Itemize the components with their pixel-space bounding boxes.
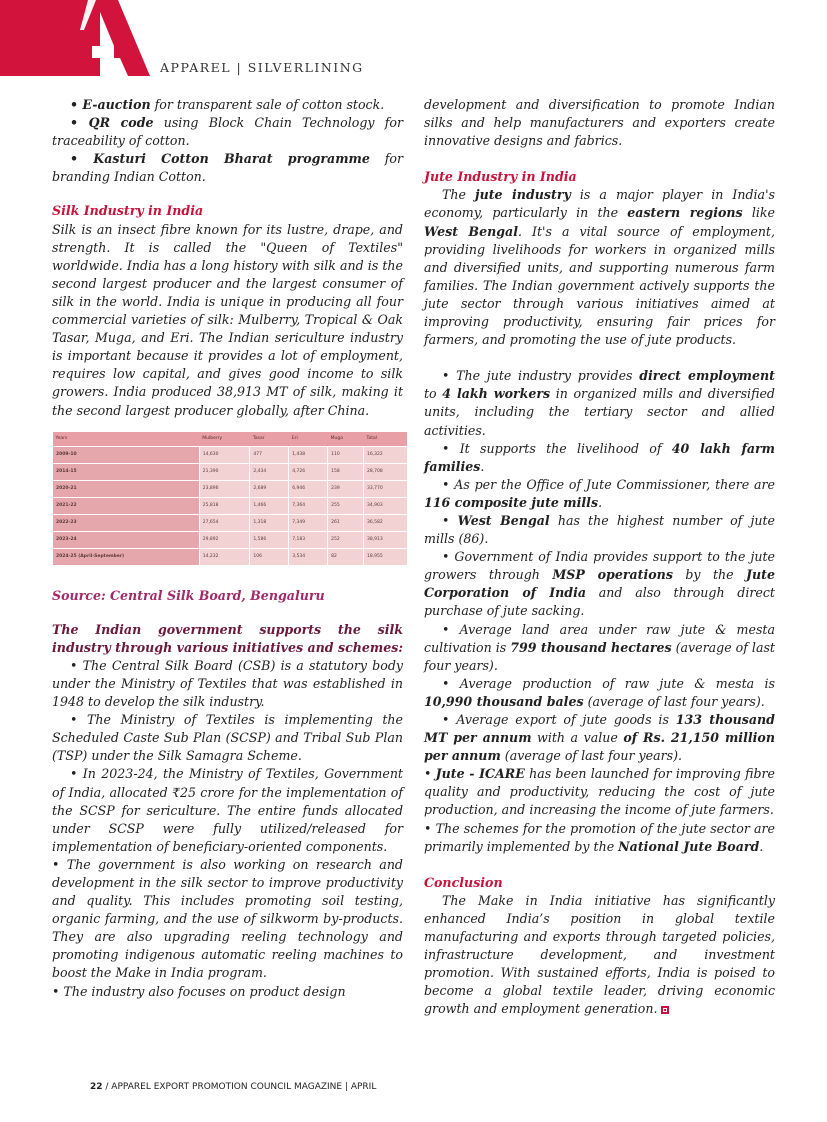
table-header-cell: Muga [328,432,364,447]
jute-bullet-employment: • The jute industry provides direct employment to 4 lakh workers in organized mills and diversified units, including the tertiary sector and allied activities. [424,368,775,438]
magazine-logo [0,0,150,76]
table-row [53,446,408,463]
table-cell: 6,946 [289,480,328,497]
table-cell: 7,364 [289,497,328,514]
table-cell: 239 [328,480,364,497]
table-cell: 23,896 [199,480,250,497]
section-header: APPAREL | SILVERLINING [160,60,364,75]
table-header-cell: Total [363,432,407,447]
table-cell: 18,955 [363,548,407,565]
cotton-bullet-eauction: • E-auction for transparent sale of cotton stock. [70,97,385,112]
table-header-cell: Mulberry [199,432,250,447]
table-cell: 38,913 [363,531,407,548]
table-cell: 21,390 [199,463,250,480]
table-cell: 25,818 [199,497,250,514]
table-cell: 7,183 [289,531,328,548]
cotton-bullet-kasturi: • Kasturi Cotton Bharat programme for branding Indian Cotton. [52,151,403,185]
table-cell: 106 [250,548,289,565]
table-cell: 252 [328,531,364,548]
table-cell: 4,726 [289,463,328,480]
right-column [424,96,775,1019]
table-row [53,480,408,497]
table-cell: 1,438 [289,446,328,463]
table-cell: 2014-15 [53,463,200,480]
table-cell: 477 [250,446,289,463]
table-cell: 2,689 [250,480,289,497]
jute-paragraph: The jute industry is a major player in India's economy, particularly in the eastern regions like West Bengal. It's a vital source of employment, providing livelihoods for workers in organized mills and diversified units, and supporting numerous farm families. The Indian government actively supports the jute sector through various initiatives aimed at improving productivity, ensuring fair prices for farmers, and promoting the use of jute products. [424,187,775,348]
table-cell: 2024-25 (April-September) [53,548,200,565]
table-header-cell: Years [53,432,200,447]
table-cell: 36,582 [363,514,407,531]
jute-bullet-msp: • Government of India provides support to the jute growers through MSP operations by the Jute Corporation of India and also through direct purchase of jute sacking. [424,549,775,619]
table-body [53,446,408,565]
table-cell: 7,349 [289,514,328,531]
table-cell: 29,892 [199,531,250,548]
table-cell: 33,770 [363,480,407,497]
table-cell: 158 [328,463,364,480]
table-cell: 255 [328,497,364,514]
page-footer: 22 / APPAREL EXPORT PROMOTION COUNCIL MAGAZINE | APRIL [90,1082,377,1092]
gov-bullet-csb: • The Central Silk Board (CSB) is a statutory body under the Ministry of Textiles that was established in 1948 to develop the silk industry. [52,657,403,710]
gov-bullet-allocation: • In 2023-24, the Ministry of Textiles, Government of India, allocated ₹25 crore for the implementation of the SCSP for sericulture. The entire funds allocated under SCSP were fully utilized/released for implementation of beneficiary-oriented components. [52,766,403,854]
table-header-cell: Eri [289,432,328,447]
table-cell: 110 [328,446,364,463]
table-row [53,548,408,565]
table-cell: 1,466 [250,497,289,514]
table-row [53,463,408,480]
table-cell: 2,434 [250,463,289,480]
table-header-cell: Tasar [250,432,289,447]
table-cell: 16,322 [363,446,407,463]
table-cell: 28,708 [363,463,407,480]
jute-bullet-westbengal: • West Bengal has the highest number of jute mills (86). [424,512,775,547]
table-cell: 1,586 [250,531,289,548]
table-cell: 2023-24 [53,531,200,548]
gov-bullet-scsp: • The Ministry of Textiles is implementing the Scheduled Caste Sub Plan (SCSP) and Tribal Sub Plan (TSP) under the Silk Samagra Scheme. [52,712,403,764]
table-cell: 2020-21 [53,480,200,497]
end-mark-icon [661,1006,669,1014]
table-cell: 14,630 [199,446,250,463]
jute-heading: Jute Industry in India [424,169,577,185]
gov-bullet-research: • The government is also working on research and development in the silk sector to improve productivity and quality. This includes promoting soil testing, organic farming, and the use of silkworm by-products. They are also upgrading reeling technology and promoting indigenous automatic reeling machines to boost the Make in India program. [52,856,403,981]
table-cell: 261 [328,514,364,531]
cotton-bullet-qrcode: • QR code using Block Chain Technology for traceability of cotton. [52,115,403,149]
table-header-row [53,432,408,447]
conclusion-heading: Conclusion [424,874,503,890]
jute-bullet-families: • It supports the livelihood of 40 lakh farm families. [424,440,775,474]
table-cell: 1,318 [250,514,289,531]
silk-production-table [52,432,407,565]
jute-bullet-export: • Average export of jute goods is 133 thousand MT per annum with a value of Rs. 21,150 million per annum (average of last four years). [424,712,775,764]
table-row [53,497,408,514]
jute-bullet-njb: • The schemes for the promotion of the jute sector are primarily implemented by the National Jute Board. [424,820,775,854]
silk-heading: Silk Industry in India [52,203,204,219]
table-source: Source: Central Silk Board, Bengaluru [52,587,325,603]
table-cell: 2022-23 [53,514,200,531]
gov-bullet-design: • The industry also focuses on product design [52,983,346,999]
table-cell: 82 [328,548,364,565]
table-cell: 3,534 [289,548,328,565]
table-row [53,531,408,548]
table-cell: 14,232 [199,548,250,565]
table-row [53,514,408,531]
conclusion-paragraph: The Make in India initiative has significantly enhanced India’s position in global textile manufacturing and exports through targeted policies, infrastructure development, and investment promotion. With sustained efforts, India is poised to become a global textile leader, driving economic growth and employment generation. [424,892,775,1017]
table-cell: 34,903 [363,497,407,514]
jute-bullet-mills: • As per the Office of Jute Commissioner, there are 116 composite jute mills. [424,476,775,510]
table-cell: 2009-10 [53,446,200,463]
left-column [52,96,403,1001]
table-cell: 27,654 [199,514,250,531]
silk-paragraph: Silk is an insect fibre known for its lustre, drape, and strength. It is called the "Queen of Textiles" worldwide. India has a long history with silk and is the second largest producer and the largest consumer of silk in the world. India is unique in producing all four commercial varieties of silk: Mulberry, Tropical & Oak Tasar, Muga, and Eri. The Indian sericulture industry is important because it provides a lot of employment, requires low capital, and gives good income to silk growers. India produced 38,913 MT of silk, making it the second largest producer globally, after China. [52,221,403,418]
jute-bullet-production: • Average production of raw jute & mesta is 10,990 thousand bales (average of last four years). [424,675,775,709]
gov-heading: The Indian government supports the silk industry through various initiatives and schemes: [52,621,403,655]
table-cell: 2021-22 [53,497,200,514]
silk-continuation: development and diversification to promote Indian silks and help manufacturers and exporters create innovative designs and fabrics. [424,97,775,149]
jute-bullet-icare: • Jute - ICARE has been launched for improving fibre quality and productivity, reducing the cost of jute production, and increasing the income of jute farmers. [424,766,776,818]
jute-bullet-land: • Average land area under raw jute & mesta cultivation is 799 thousand hectares (average of last four years). [424,621,775,673]
